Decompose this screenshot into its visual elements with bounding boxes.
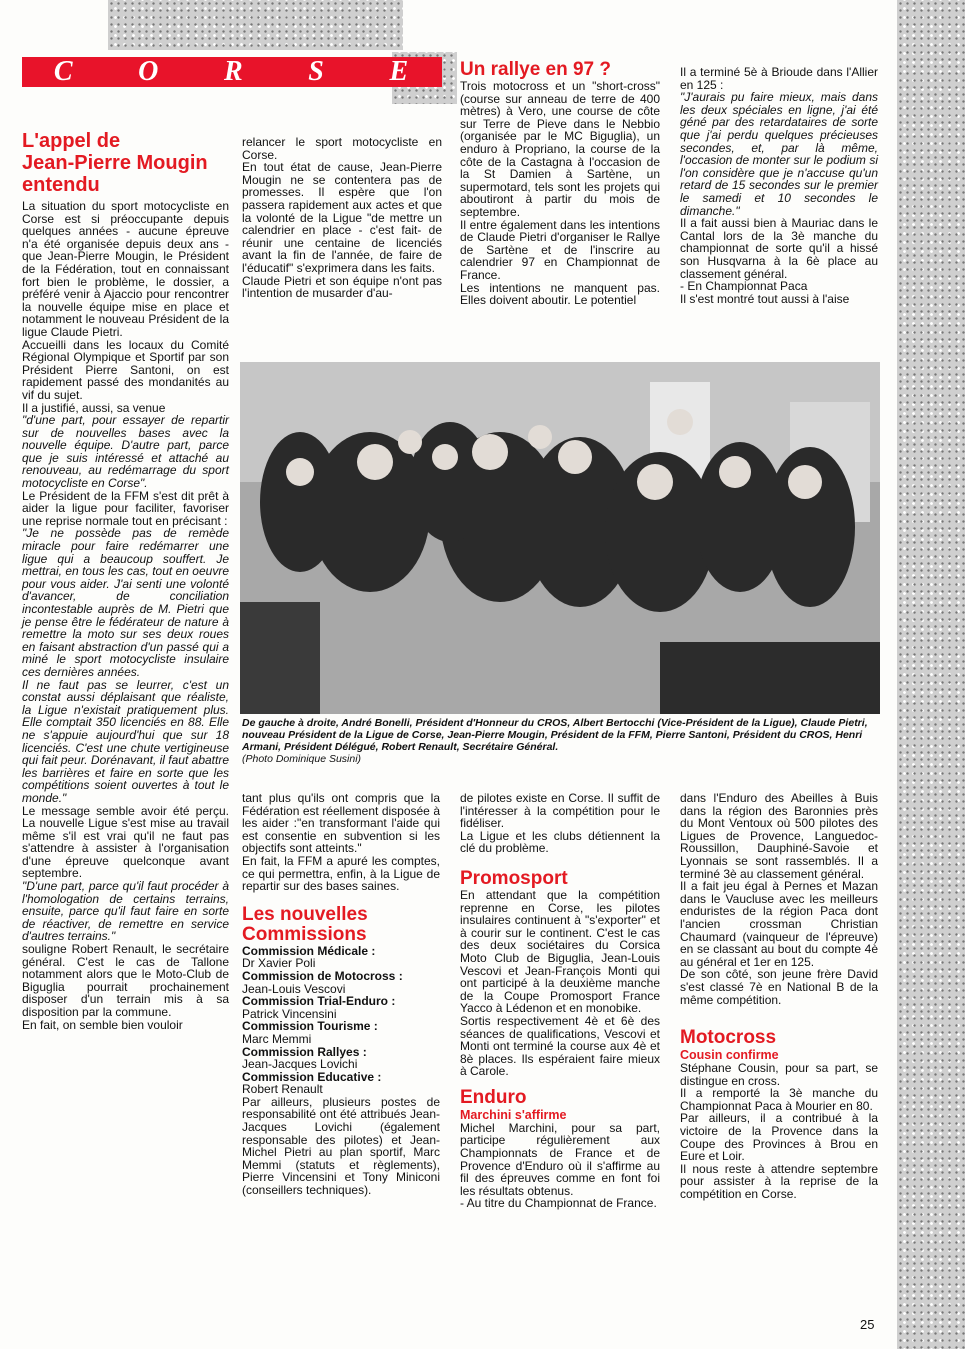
speckle-border-right	[897, 0, 965, 1349]
banner-letter: C	[53, 56, 75, 87]
column-3-bottom	[460, 792, 660, 1210]
photo-caption	[242, 717, 880, 765]
article-title	[22, 130, 229, 196]
paragraph: Il a fait aussi bien à Mauriac dans le Cantal lors de la 3è manche du championnat de sorte qu'il a hissé son Husqvarna à la 6è place au classement général.	[680, 216, 878, 281]
paragraph: Il a remporté la 3è manche du Championnat Paca à Mourier en 80.	[680, 1086, 878, 1113]
commission-member: Jean-Jacques Lovichi	[242, 1057, 358, 1072]
group-photo	[240, 362, 880, 714]
commission-member: Patrick Vincensini	[242, 1006, 337, 1021]
paragraph: Les intentions ne manquent pas. Elles doivent aboutir. Le potentiel	[460, 280, 660, 308]
paragraph: En attendant que la compétition reprenne en Corse, les pilotes insulaires continuent à "s'exporter" et à courir sur le continent. C'est le cas des deux sociétaires du Corsica Moto Club de Biguglia, Jean-Louis Vescovi et Jean-François Monti qui ont participé à la deuxième manche de la Coupe Promosport France Yacco à Lédenon et en monobike.	[460, 887, 660, 1016]
paragraph: de pilotes existe en Corse. Il suffit de l'intéresser à la compétition pour le fidéliser.	[460, 791, 660, 831]
paragraph: De son côté, son jeune frère David s'est classé 7è en National B de la même compétition.	[680, 967, 878, 1007]
title-line: L'appel de	[22, 130, 121, 152]
paragraph: - En Championnat Paca	[680, 279, 808, 294]
paragraph: Stéphane Cousin, pour sa part, se distingue en cross.	[680, 1061, 878, 1088]
banner-letter: S	[308, 56, 326, 87]
commissions-title	[242, 905, 440, 945]
paragraph: Par ailleurs, plusieurs postes de responsabilité ont été attribués Jean-Jacques Lovichi (également responsable des pilotes) et Jean-Michel Pietri au plan sportif, Marc Memmi (statuts et règlements), Pierre Vincensini et Tony Miniconi (conseillers techniques).	[242, 1094, 440, 1198]
enduro-subtitle: Marchini s'affirme	[460, 1107, 567, 1122]
paragraph: Michel Marchini, pour sa part, participe régulièrement aux Championnats de France et de Provence d'Enduro où il s'affirme au fil des épreuves comme en font foi les résultats obtenus.	[460, 1120, 660, 1198]
caption-text: De gauche à droite, André Bonelli, Président d'Honneur du CROS, Albert Bertocchi (Vice-Président de la Ligue), Claude Pietri, nouveau Président de la Ligue de Corse, Jean-Pierre Mougin, Président de la FFM, Pierre Santoni, Président du CROS, Henri Armani, Président Délégué, Robert Renault, Secrétaire Général.	[242, 717, 868, 753]
paragraph: Trois motocross et un "short-cross" (course sur anneau de terre de 400 mètres) à Vero, une course de côte sur Terre de Pieve dans le Nebbio (organisée par le MC Biguglia), un enduro à Propriano, la course de la côte de la Castagna à l'occasion de la St Damien à Sartène, un supermotard, tels sont les projets qui aboutiront à partir du mois de septembre.	[460, 79, 660, 219]
paragraph: En tout état de cause, Jean-Pierre Mougin ne se contentera pas de promesses. Il espère que l'on passera rapidement aux actes et que la volonté de la Ligue "de mettre un calendrier en place - c'est fait- de réunir une centaine de licenciés avant la fin de l'année, de faire de l'éducatif" s'exprimera dans les faits.	[242, 160, 442, 275]
section-banner-title	[22, 57, 442, 87]
commission-list	[242, 945, 440, 1096]
group-photo-image	[240, 362, 880, 714]
paragraph: La situation du sport motocycliste en Corse est si préoccupante depuis quelques années - aucune épreuve n'a été organisée depuis deux ans - que Jean-Pierre Mougin, le Président de la Fédération, tout en connaissant fort bien le problème, le dossier, a préféré venir à Ajaccio pour rencontrer la nouvelle équipe mise en place et notamment le nouveau Président de la ligue Claude Pietri.	[22, 199, 229, 339]
title-line: Les nouvelles	[242, 903, 368, 925]
article-column-2-top	[242, 136, 442, 300]
banner-letter: R	[223, 56, 245, 87]
paragraph: En fait, la FFM a apuré les comptes, ce qui permettra, enfin, à la Ligue de repartir sur des bases saines.	[242, 853, 440, 894]
commission-label: Commission Rallyes :	[242, 1044, 367, 1059]
motocross-title: Motocross	[680, 1027, 777, 1049]
speckle-header-top	[108, 0, 403, 50]
article-column-2-bottom	[242, 792, 440, 1197]
enduro-title: Enduro	[460, 1086, 527, 1108]
paragraph: La Ligue et les clubs détiennent la clé du problème.	[460, 828, 660, 856]
paragraph: Le message semble avoir été perçu. La nouvelle Ligue s'est mise au travail même s'il est vrai qu'il ne faut pas s'attendre à assister à l'organisation d'une épreuve quelconque avant septembre.	[22, 803, 229, 881]
photo-credit: (Photo Dominique Susini)	[242, 753, 362, 765]
rallye-column	[460, 60, 660, 307]
paragraph: Accueilli dans les locaux du Comité Régional Olympique et Sportif par son Président Pierre Santoni, on est rapidement passé des mondanités au vif du sujet.	[22, 337, 229, 402]
paragraph: Il entre également dans les intentions de Claude Pietri d'organiser le Rallye de Sartène et de l'inscrire au calendrier 97 en Championnat de France.	[460, 217, 660, 282]
commission-label: Commission Médicale :	[242, 943, 376, 958]
quote: "Je ne possède pas de remède miracle pour faire redémarrer une ligue qui a beaucoup souffert. Je mettrai, en tous les cas, tout en oeuvre pour vous aider. J'ai senti une volonté d'avancer, de conciliation incontestable auprès de M. Pietri que je pense être le fédérateur de nature à remettre la moto sur ses deux roues en faisant abstraction d'un passé qui a miné le sport motocycliste insulaire ces dernières années.	[22, 526, 229, 679]
paragraph: Claude Pietri et son équipe n'ont pas l'intention de musarder d'au-	[242, 273, 442, 301]
commission-label: Commission Educative :	[242, 1069, 382, 1084]
paragraph: Par ailleurs, il a contribué à la victoire de la Provence dans la Coupe des Provinces à Brou en Eure et Loir.	[680, 1111, 878, 1164]
quote: "J'aurais pu faire mieux, mais dans les deux spéciales en ligne, j'ai été géné par des retardataires de sorte que j'ai perdu quelques précieuses secondes, et, par là même, l'occasion de monter sur le podium si l'on considère que je n'accuse qu'un retard de 15 secondes sur le premier le samedi et 10 secondes le dimanche."	[680, 90, 878, 218]
paragraph: souligne Robert Renault, le secrétaire général. C'est le cas de Tallone notamment alors que le Moto-Club de Biguglia pourrait prochainement disposer d'un terrain mis à sa disposition par la commune.	[22, 942, 229, 1019]
paragraph: Il s'est montré tout aussi à l'aise	[680, 291, 850, 306]
title-line: Commissions	[242, 923, 367, 945]
paragraph: Le Président de la FFM s'est dit prêt à aider la ligue pour faciliter, favoriser une reprise normale tout en précisant :	[22, 488, 229, 528]
commission-label: Commission Tourisme :	[242, 1019, 378, 1034]
paragraph: Il nous reste à attendre septembre pour assister à la reprise de la compétition en Corse.	[680, 1161, 878, 1202]
title-line: entendu	[22, 174, 100, 196]
paragraph: Sortis respectivement 4è et 6è des séances de qualifications, Vescovi et Monti ont terminé la course aux 4è et 8è places. Ils espéraient faire mieux à Carole.	[460, 1013, 660, 1079]
banner-letter: E	[389, 56, 411, 87]
rallye-title: Un rallye en 97 ?	[460, 59, 612, 80]
page-number: 25	[860, 1317, 875, 1332]
commission-label: Commission Trial-Enduro :	[242, 994, 396, 1009]
paragraph: relancer le sport motocycliste en Corse.	[242, 135, 442, 162]
commission-member: Marc Memmi	[242, 1031, 312, 1046]
quote: Il ne faut pas se leurrer, c'est un constat aussi déplaisant que réaliste, la Ligue n'existait pratiquement plus. Elle comptait 350 licenciés en 88. Elle ne s'appuie aujourd'hui que sur 18 licenciés. C'est une chute vertigineuse qui fait peur. Dorénavant, il faut abattre les barrières et faire en sorte que les compétitions soient ouvertes à tout le monde."	[22, 677, 230, 805]
paragraph: Il a justifié, aussi, sa venue	[22, 400, 166, 415]
title-line: Jean-Pierre Mougin	[22, 152, 208, 174]
paragraph: Il a fait jeu égal à Pernes et Mazan dans le Vaucluse avec les meilleurs enduristes de la région Paca dont l'ancien crossman Christian Chaumard (vainqueur de l'épreuve) en se classant au bout du compte 4è au général et 1er en 125.	[680, 879, 878, 969]
paragraph: dans l'Enduro des Abeilles à Buis dans la région des Baronnies près du Mont Ventoux où 500 pilotes des Ligues de Provence, Languedoc-Roussillon, Dauphiné-Savoie et Lyonnais se sont rassemblés. Il a terminé 3è au classement général.	[680, 791, 878, 881]
enduro-continued-top	[680, 66, 878, 305]
paragraph: tant plus qu'ils ont compris que la Fédération est réellement disposée à les aider :"en transformant l'aide qui est consentie en subvention si les objectifs sont atteints."	[242, 791, 440, 856]
commission-label: Commission de Motocross :	[242, 968, 403, 983]
quote: "d'une part, pour essayer de repartir sur de nouvelles bases avec la nouvelle équipe. D'autre part, parce que je suis intéressé et attaché au renouveau, au redémarrage du sport motocycliste en Corse".	[22, 413, 229, 491]
article-column-1	[22, 130, 229, 1031]
motocross-subtitle: Cousin confirme	[680, 1048, 779, 1063]
commission-member: Dr Xavier Poli	[242, 956, 316, 971]
column-4-bottom	[680, 792, 878, 1201]
paragraph: Il a terminé 5è à Brioude dans l'Allier en 125 :	[680, 65, 878, 92]
promosport-title: Promosport	[460, 867, 568, 889]
commission-member: Robert Renault	[242, 1082, 323, 1097]
quote: "D'une part, parce qu'il faut procéder à l'homologation de certains terrains, ensuite, parce qu'il faut faire en sorte de réactiver, de remettre en service d'autres terrains."	[22, 879, 229, 944]
commission-member: Jean-Louis Vescovi	[242, 981, 346, 996]
paragraph: - Au titre du Championnat de France.	[460, 1196, 657, 1211]
banner-letter: O	[138, 56, 161, 87]
paragraph: En fait, on semble bien vouloir	[22, 1017, 183, 1032]
